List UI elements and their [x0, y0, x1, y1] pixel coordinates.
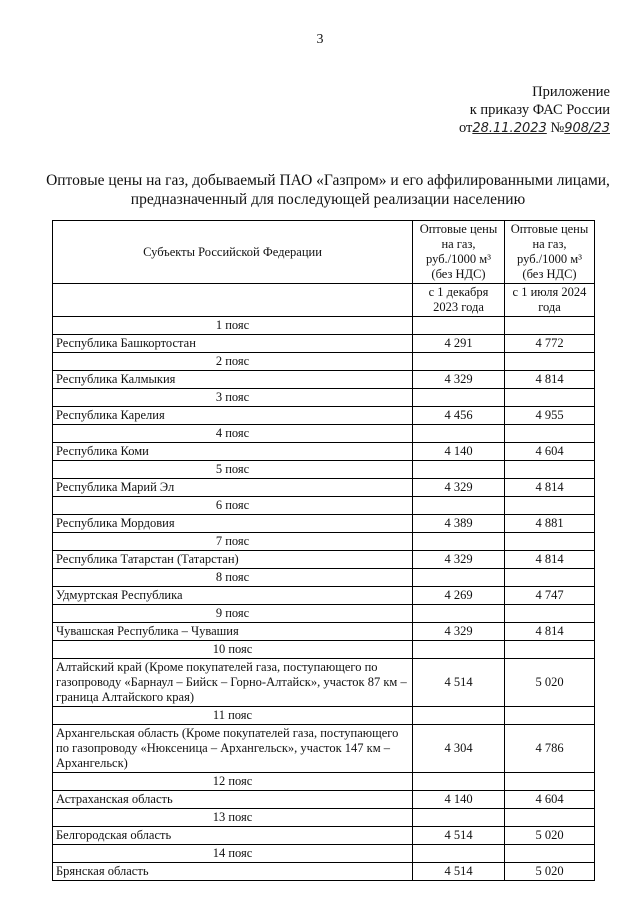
zone-label: 14 пояс	[53, 845, 413, 863]
zone-row	[53, 353, 595, 371]
price-dec-2023: 4 291	[413, 335, 505, 353]
document-title	[38, 171, 618, 209]
zone-empty-cell	[413, 389, 505, 407]
region-name: Республика Мордовия	[53, 515, 413, 533]
price-dec-2023: 4 514	[413, 827, 505, 845]
price-jul-2024: 4 604	[505, 443, 595, 461]
region-name: Астраханская область	[53, 791, 413, 809]
price-dec-2023: 4 389	[413, 515, 505, 533]
table-row	[53, 623, 595, 641]
price-dec-2023: 4 329	[413, 479, 505, 497]
region-name: Алтайский край (Кроме покупателей газа, поступающего по газопроводу «Барнаул – Бийск – Горно-Алтайск», участок 87 км – граница Алтайского края)	[53, 659, 413, 707]
from-label: от	[458, 120, 473, 136]
zone-empty-cell	[505, 641, 595, 659]
zone-label: 4 пояс	[53, 425, 413, 443]
table-body	[53, 317, 595, 881]
table-date-row	[53, 284, 595, 317]
handwritten-date: 28.11.2023	[472, 121, 547, 136]
price-jul-2024: 4 814	[505, 623, 595, 641]
zone-label: 7 пояс	[53, 533, 413, 551]
price-jul-2024: 4 772	[505, 335, 595, 353]
region-name: Республика Татарстан (Татарстан)	[53, 551, 413, 569]
price-dec-2023: 4 456	[413, 407, 505, 425]
price-jul-2024: 4 604	[505, 791, 595, 809]
region-name: Республика Башкортостан	[53, 335, 413, 353]
zone-empty-cell	[413, 497, 505, 515]
zone-row	[53, 317, 595, 335]
table-row	[53, 863, 595, 881]
region-name: Республика Калмыкия	[53, 371, 413, 389]
zone-empty-cell	[413, 809, 505, 827]
zone-empty-cell	[505, 707, 595, 725]
zone-label: 11 пояс	[53, 707, 413, 725]
zone-row	[53, 773, 595, 791]
zone-empty-cell	[413, 353, 505, 371]
price-dec-2023: 4 329	[413, 623, 505, 641]
table-row	[53, 791, 595, 809]
zone-empty-cell	[505, 353, 595, 371]
price-jul-2024: 4 955	[505, 407, 595, 425]
prices-table	[52, 220, 595, 881]
region-name: Брянская область	[53, 863, 413, 881]
zone-label: 13 пояс	[53, 809, 413, 827]
zone-row	[53, 425, 595, 443]
header-regions: Субъекты Российской Федерации	[53, 221, 413, 284]
price-dec-2023: 4 329	[413, 371, 505, 389]
price-jul-2024: 4 814	[505, 371, 595, 389]
price-jul-2024: 5 020	[505, 827, 595, 845]
zone-label: 12 пояс	[53, 773, 413, 791]
zone-empty-cell	[413, 425, 505, 443]
table-row	[53, 551, 595, 569]
table-row	[53, 515, 595, 533]
zone-row	[53, 707, 595, 725]
zone-row	[53, 845, 595, 863]
handwritten-number: 908/23	[564, 121, 610, 136]
zone-empty-cell	[413, 605, 505, 623]
page-number: 3	[316, 32, 324, 47]
zone-empty-cell	[505, 773, 595, 791]
table-row	[53, 827, 595, 845]
region-name: Республика Марий Эл	[53, 479, 413, 497]
zone-row	[53, 809, 595, 827]
zone-empty-cell	[505, 605, 595, 623]
region-name: Республика Карелия	[53, 407, 413, 425]
price-jul-2024: 4 786	[505, 725, 595, 773]
zone-empty-cell	[413, 533, 505, 551]
price-dec-2023: 4 140	[413, 443, 505, 461]
price-jul-2024: 4 814	[505, 551, 595, 569]
header-date-jul: с 1 июля 2024 года	[505, 284, 595, 317]
zone-label: 8 пояс	[53, 569, 413, 587]
zone-empty-cell	[505, 425, 595, 443]
table-row	[53, 725, 595, 773]
region-name: Удмуртская Республика	[53, 587, 413, 605]
zone-empty-cell	[413, 641, 505, 659]
appendix-date-number	[459, 119, 610, 138]
region-name: Чувашская Республика – Чувашия	[53, 623, 413, 641]
zone-empty-cell	[505, 497, 595, 515]
zone-empty-cell	[413, 707, 505, 725]
zone-empty-cell	[413, 845, 505, 863]
price-jul-2024: 4 747	[505, 587, 595, 605]
price-dec-2023: 4 329	[413, 551, 505, 569]
region-name: Белгородская область	[53, 827, 413, 845]
zone-label: 2 пояс	[53, 353, 413, 371]
zone-empty-cell	[413, 461, 505, 479]
zone-empty-cell	[505, 809, 595, 827]
table-row	[53, 443, 595, 461]
header-price-dec: Оптовые цены на газ, руб./1000 м³ (без НДС)	[413, 221, 505, 284]
title-line-1: Оптовые цены на газ, добываемый ПАО «Газпром» и его аффилированными лицами,	[46, 172, 610, 189]
zone-empty-cell	[505, 317, 595, 335]
price-dec-2023: 4 514	[413, 863, 505, 881]
table-row	[53, 479, 595, 497]
region-name: Архангельская область (Кроме покупателей газа, поступающего по газопроводу «Нюксеница – Архангельск», участок 147 км – Архангельск)	[53, 725, 413, 773]
number-label: №	[550, 120, 565, 136]
region-name: Республика Коми	[53, 443, 413, 461]
table-row	[53, 587, 595, 605]
zone-empty-cell	[413, 317, 505, 335]
zone-row	[53, 461, 595, 479]
title-line-2: предназначенный для последующей реализации населению	[130, 191, 526, 208]
zone-label: 9 пояс	[53, 605, 413, 623]
zone-empty-cell	[413, 773, 505, 791]
appendix-order-ref: к приказу ФАС России	[469, 102, 610, 118]
zone-empty-cell	[505, 461, 595, 479]
zone-label: 5 пояс	[53, 461, 413, 479]
appendix-block	[459, 83, 610, 138]
header-price-jul: Оптовые цены на газ, руб./1000 м³ (без НДС)	[505, 221, 595, 284]
zone-row	[53, 497, 595, 515]
table-header-row	[53, 221, 595, 284]
price-dec-2023: 4 140	[413, 791, 505, 809]
price-jul-2024: 5 020	[505, 659, 595, 707]
zone-label: 1 пояс	[53, 317, 413, 335]
header-date-dec: с 1 декабря 2023 года	[413, 284, 505, 317]
zone-empty-cell	[505, 569, 595, 587]
price-dec-2023: 4 304	[413, 725, 505, 773]
zone-row	[53, 605, 595, 623]
price-jul-2024: 4 881	[505, 515, 595, 533]
zone-empty-cell	[505, 533, 595, 551]
table-row	[53, 371, 595, 389]
header-empty	[53, 284, 413, 317]
zone-label: 10 пояс	[53, 641, 413, 659]
zone-row	[53, 641, 595, 659]
zone-row	[53, 533, 595, 551]
zone-empty-cell	[413, 569, 505, 587]
zone-empty-cell	[505, 389, 595, 407]
table-row	[53, 335, 595, 353]
zone-label: 3 пояс	[53, 389, 413, 407]
price-jul-2024: 5 020	[505, 863, 595, 881]
table-row	[53, 407, 595, 425]
price-jul-2024: 4 814	[505, 479, 595, 497]
table-row	[53, 659, 595, 707]
zone-label: 6 пояс	[53, 497, 413, 515]
zone-empty-cell	[505, 845, 595, 863]
appendix-title: Приложение	[532, 84, 610, 100]
zone-row	[53, 569, 595, 587]
price-dec-2023: 4 514	[413, 659, 505, 707]
zone-row	[53, 389, 595, 407]
price-dec-2023: 4 269	[413, 587, 505, 605]
